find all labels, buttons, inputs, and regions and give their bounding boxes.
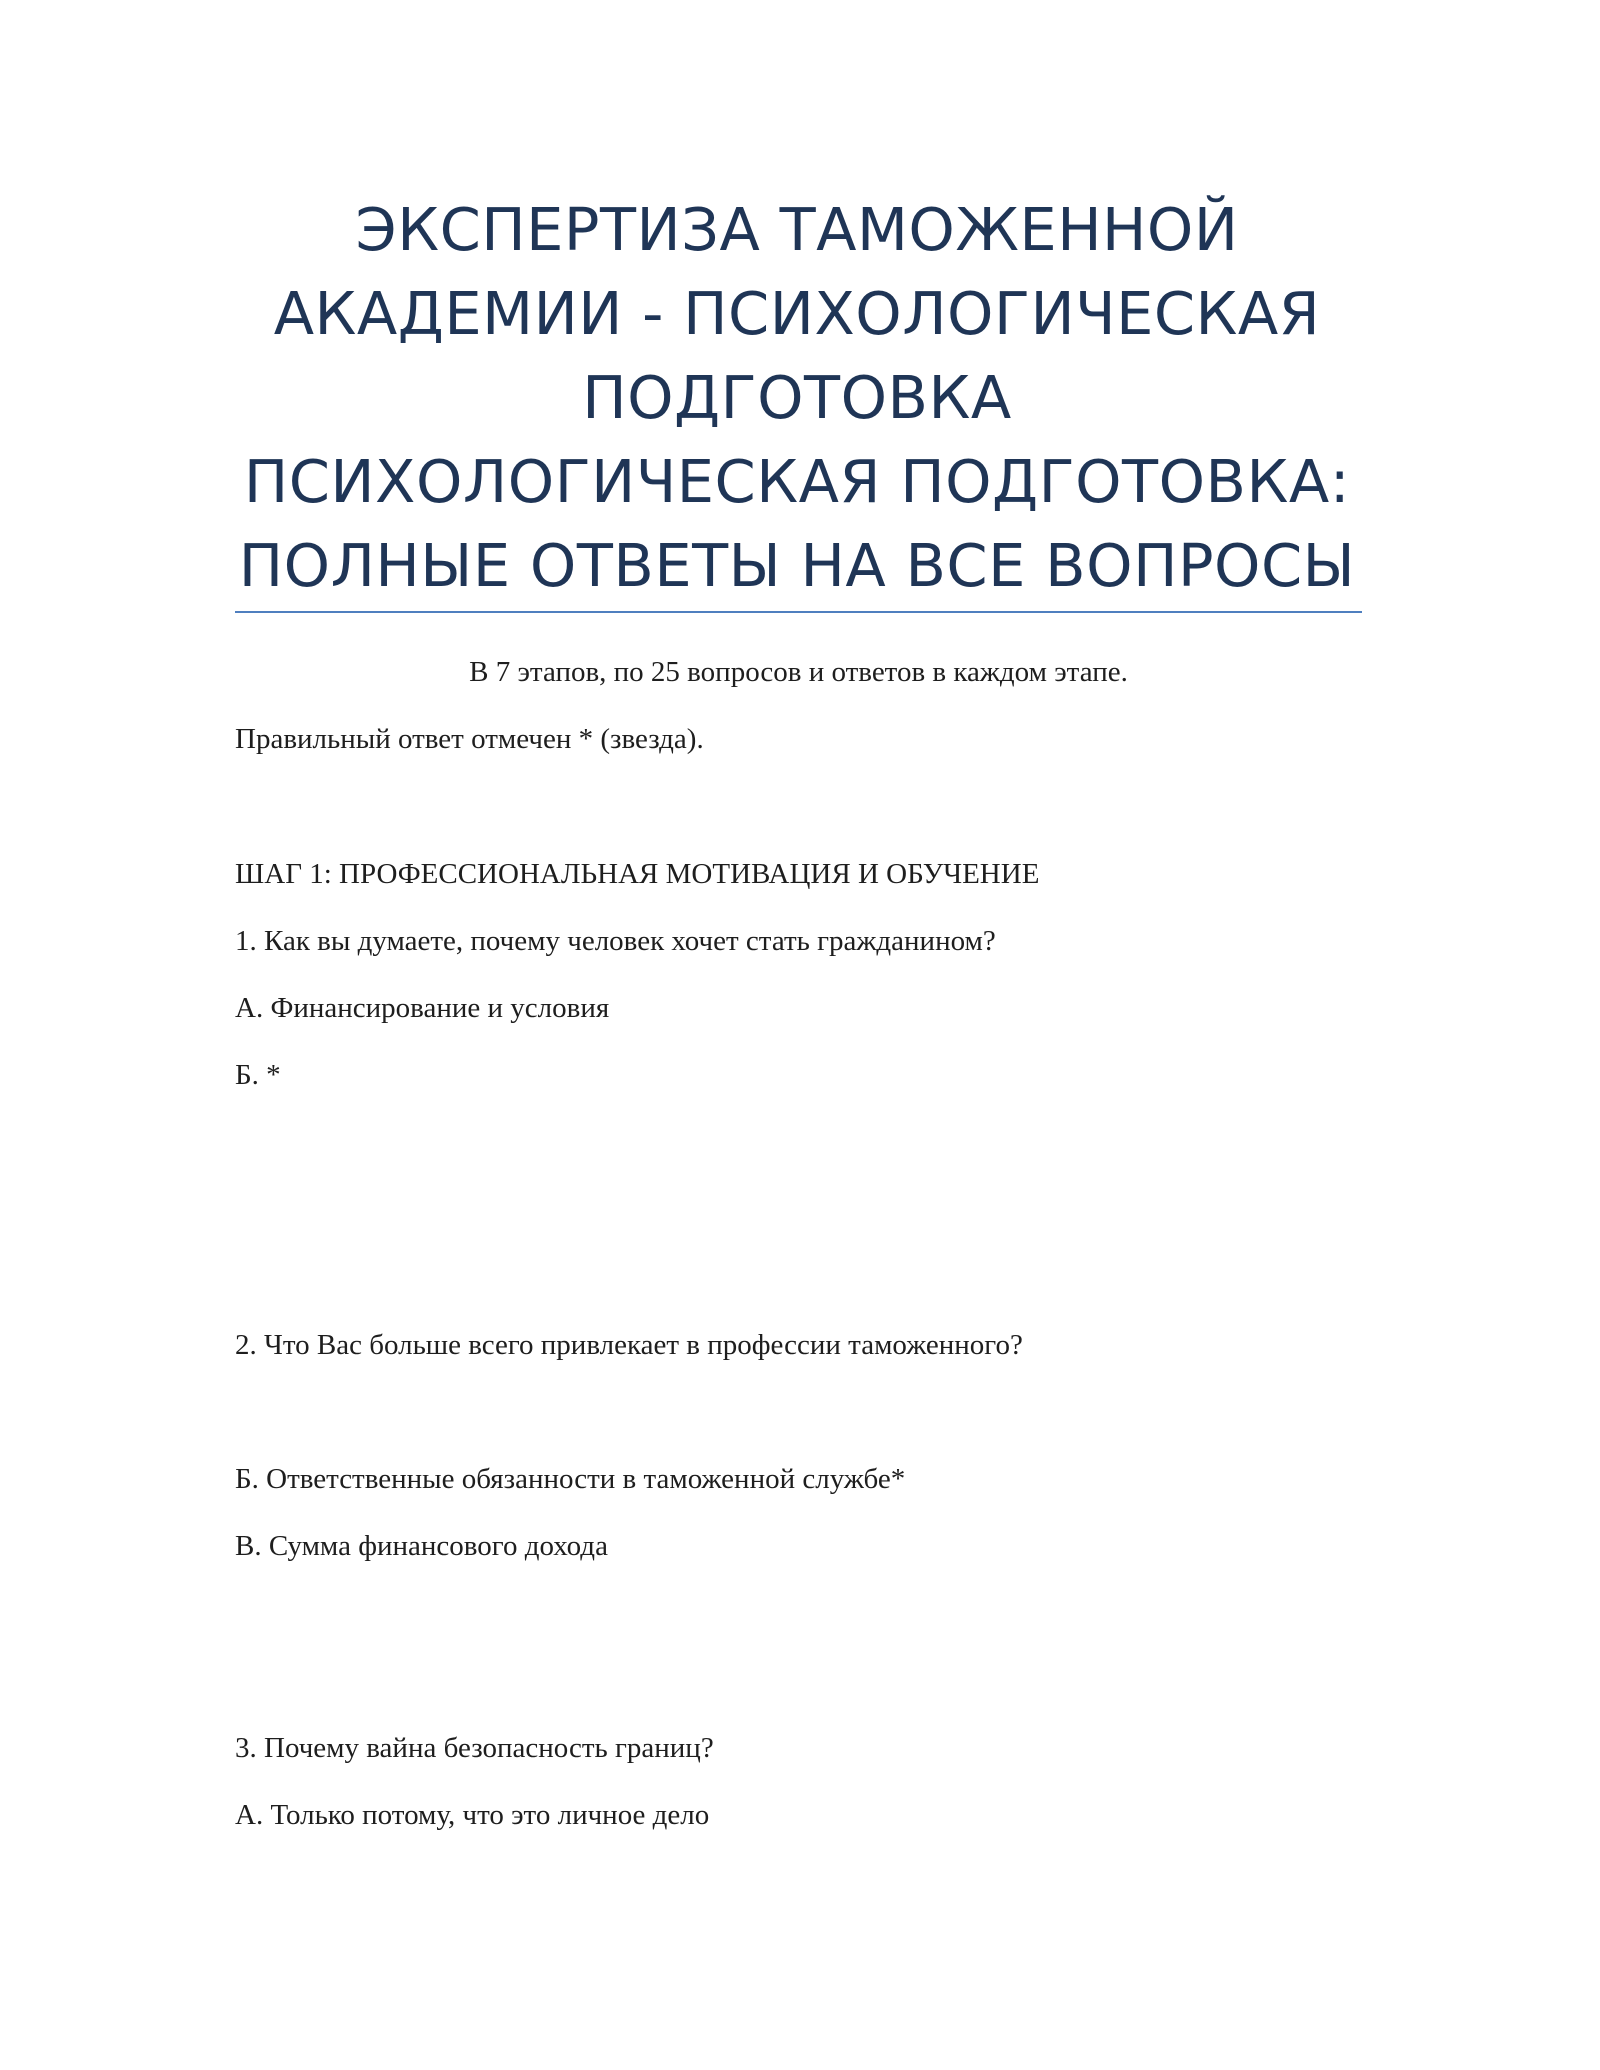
question-1-option-b: Б. *: [235, 1059, 281, 1091]
title-line: ПОЛНЫЕ ОТВЕТЫ НА ВСЕ ВОПРОСЫ: [238, 531, 1356, 600]
question-3-option-a: А. Только потому, что это личное дело: [235, 1799, 710, 1831]
title-line: ПСИХОЛОГИЧЕСКАЯ ПОДГОТОВКА:: [243, 447, 1351, 516]
question-1: 1. Как вы думаете, почему человек хочет стать гражданином?: [235, 925, 996, 957]
title-line: АКАДЕМИИ - ПСИХОЛОГИЧЕСКАЯ: [273, 279, 1321, 348]
title-line: ПОДГОТОВКА: [582, 363, 1012, 432]
document-title: [233, 188, 1361, 608]
question-2-option-b: Б. Ответственные обязанности в таможенной службе*: [235, 1463, 906, 1495]
note-paragraph: Правильный ответ отмечен * (звезда).: [235, 723, 704, 755]
question-1-option-a: А. Финансирование и условия: [235, 992, 610, 1024]
step-heading: ШАГ 1: ПРОФЕССИОНАЛЬНАЯ МОТИВАЦИЯ И ОБУЧЕНИЕ: [235, 858, 1040, 890]
title-line: ЭКСПЕРТИЗА ТАМОЖЕННОЙ: [355, 195, 1239, 264]
question-3: 3. Почему вайна безопасность границ?: [235, 1732, 714, 1764]
question-2: 2. Что Вас больше всего привлекает в профессии таможенного?: [235, 1329, 1023, 1361]
question-2-option-v: В. Сумма финансового дохода: [235, 1530, 608, 1562]
title-underline: [235, 611, 1362, 613]
intro-paragraph: В 7 этапов, по 25 вопросов и ответов в каждом этапе.: [469, 656, 1128, 688]
